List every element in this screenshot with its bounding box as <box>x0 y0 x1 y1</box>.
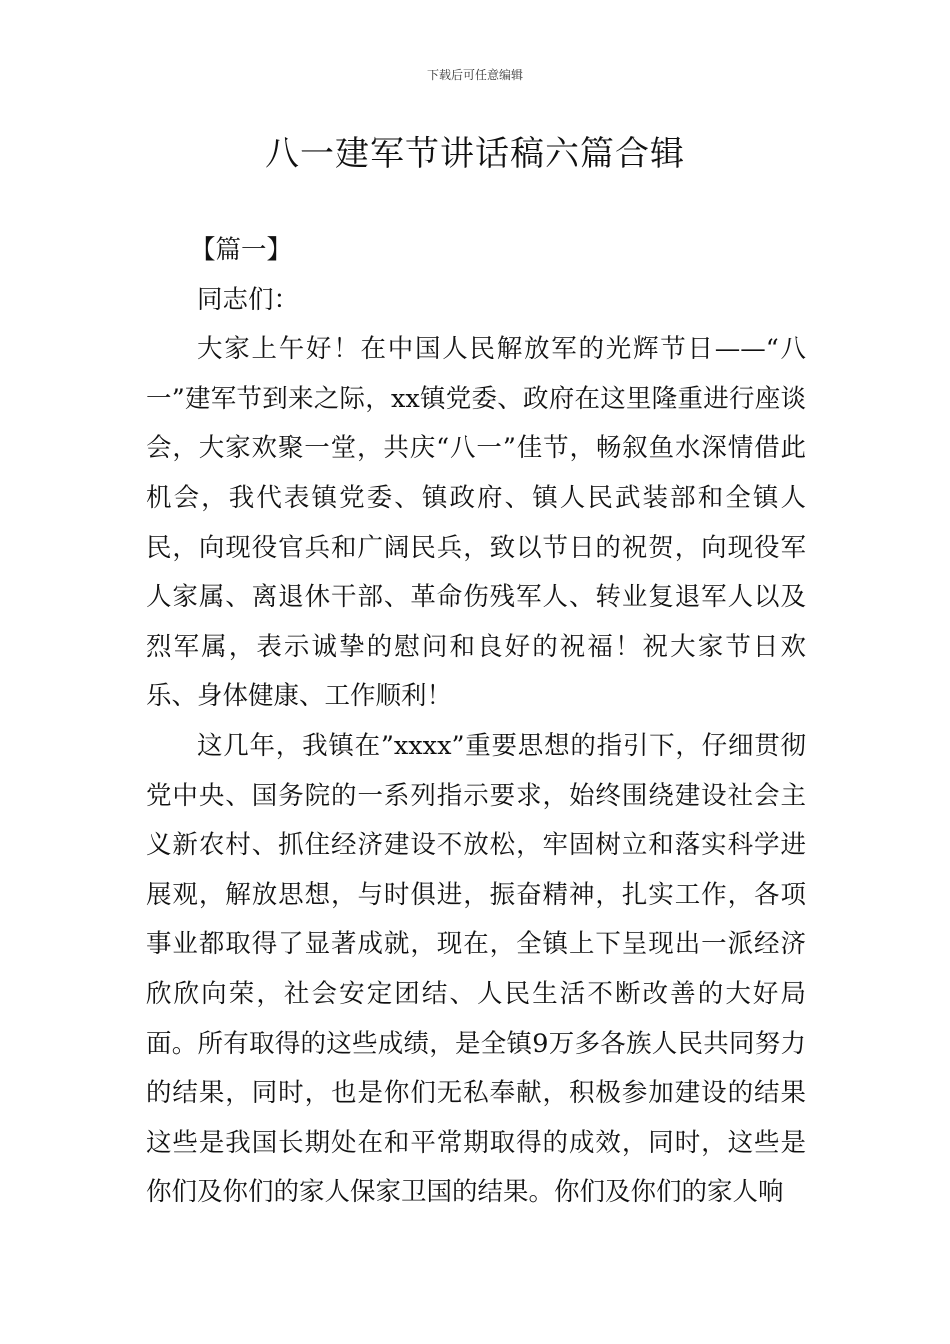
salutation: 同志们： <box>197 284 300 315</box>
document-title: 八一建军节讲话稿六篇合辑 <box>265 134 685 174</box>
document-body <box>146 226 806 1218</box>
body-paragraph-2: 这几年，我镇在”xxxx”重要思想的指引下，仔细贯彻党中央、国务院的一系列指示要求，始终围绕建设社会主义新农村、抓住经济建设不放松，牢固树立和落实科学进展观，解放思想，与时俱进，振奋精神，扎实工作，各项事业都取得了显著成就，现在，全镇上下呈现出一派经济欣欣向荣，社会安定团结、人民生活不断改善的大好局面。所有取得的这些成绩，是全镇9万多各族人民共同努力的结果，同时，也是你们无私奉献，积极参加建设的结果这些是我国长期处在和平常期取得的成效，同时，这些是你们及你们的家人保家卫国的结果。你们及你们的家人响 <box>146 730 806 1208</box>
section-label: 【篇一】 <box>190 235 293 265</box>
header-note: 下载后可任意编辑 <box>426 68 523 82</box>
body-paragraph-1: 大家上午好！在中国人民解放军的光辉节日——“八一”建军节到来之际，xx镇党委、政府在这里隆重进行座谈会，大家欢聚一堂，共庆“八一”佳节，畅叙鱼水深情借此机会，我代表镇党委、镇政府、镇人民武装部和全镇人民，向现役官兵和广阔民兵，致以节日的祝贺，向现役军人家属、离退休干部、革命伤残军人、转业复退军人以及烈军属，表示诚挚的慰问和良好的祝福！祝大家节日欢乐、身体健康、工作顺利！ <box>146 334 806 712</box>
